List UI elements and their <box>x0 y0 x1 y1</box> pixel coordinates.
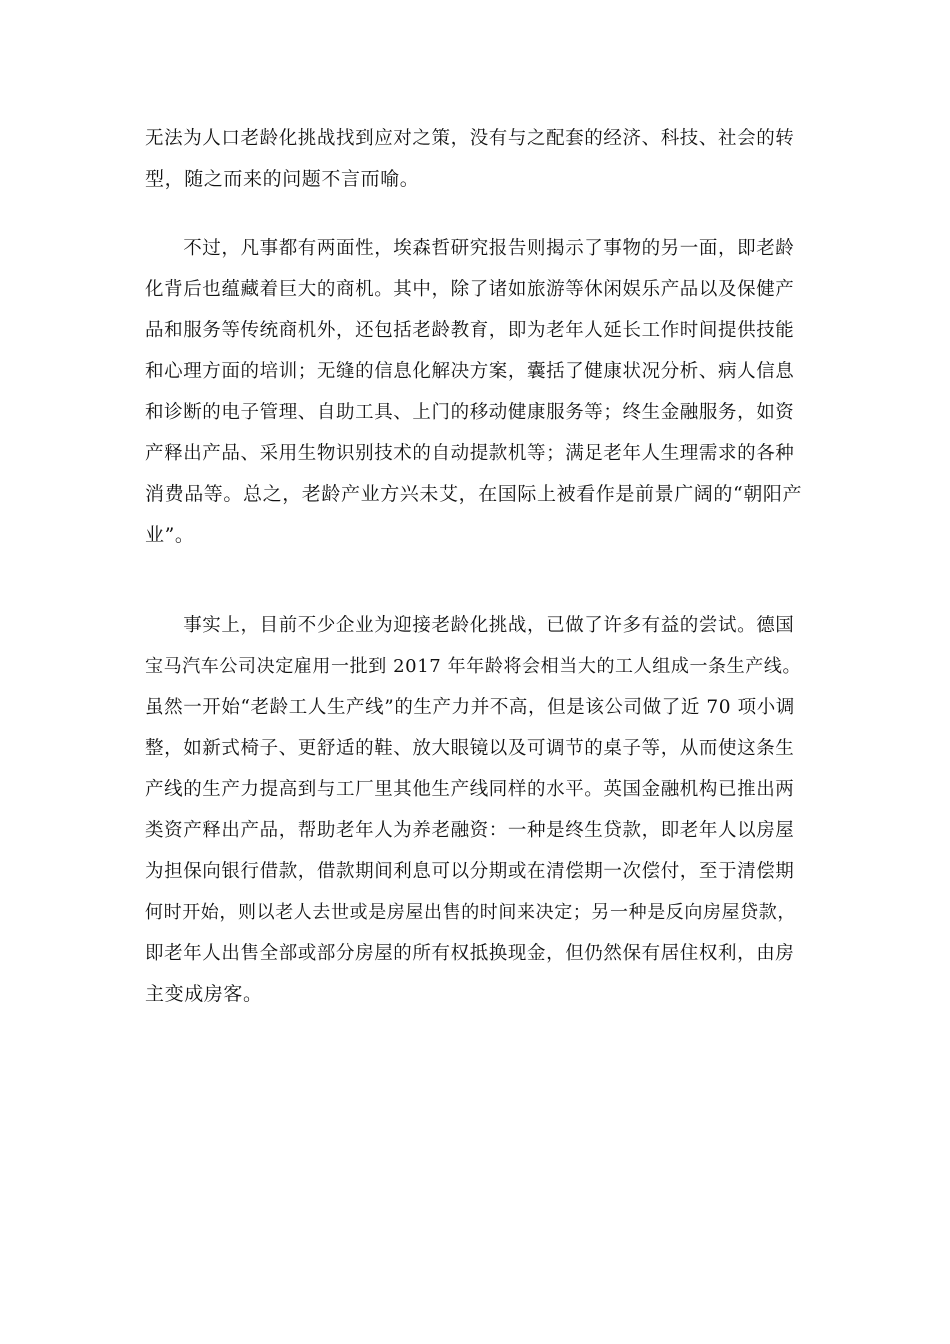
paragraph-2 <box>145 228 805 556</box>
text-line: 即老年人出售全部或部分房屋的所有权抵换现金，但仍然保有居住权利，由房 <box>145 943 795 964</box>
text-line: 虽然一开始“老龄工人生产线”的生产力并不高，但是该公司做了近 70 项小调 <box>145 697 795 718</box>
text-line: 和心理方面的培训；无缝的信息化解决方案，囊括了健康状况分析、病人信息 <box>145 361 795 382</box>
text-line: 事实上，目前不少企业为迎接老龄化挑战，已做了许多有益的尝试。德国 <box>145 615 795 636</box>
text-line: 何时开始，则以老人去世或是房屋出售的时间来决定；另一种是反向房屋贷款， <box>145 902 796 923</box>
text-line: 整，如新式椅子、更舒适的鞋、放大眼镜以及可调节的桌子等，从而使这条生 <box>145 738 795 759</box>
text-line: 型，随之而来的问题不言而喻。 <box>145 168 420 190</box>
text-line: 品和服务等传统商机外，还包括老龄教育，即为老年人延长工作时间提供技能 <box>145 320 795 341</box>
text-line: 产线的生产力提高到与工厂里其他生产线同样的水平。英国金融机构已推出两 <box>145 779 795 800</box>
text-line: 和诊断的电子管理、自助工具、上门的移动健康服务等；终生金融服务，如资 <box>145 402 795 423</box>
text-line: 业”。 <box>145 524 195 546</box>
text-line: 消费品等。总之，老龄产业方兴未艾，在国际上被看作是前景广阔的“朝阳产 <box>145 483 803 505</box>
text-line: 无法为人口老龄化挑战找到应对之策，没有与之配套的经济、科技、社会的转 <box>145 128 795 149</box>
text-line: 不过，凡事都有两面性，埃森哲研究报告则揭示了事物的另一面，即老龄 <box>145 238 795 259</box>
text-line: 化背后也蕴藏着巨大的商机。其中，除了诸如旅游等休闲娱乐产品以及保健产 <box>145 279 795 300</box>
text-line: 主变成房客。 <box>145 983 263 1005</box>
paragraph-1 <box>145 118 805 200</box>
text-line: 产释出产品、采用生物识别技术的自动提款机等；满足老年人生理需求的各种 <box>145 443 795 464</box>
text-line: 为担保向银行借款，借款期间利息可以分期或在清偿期一次偿付，至于清偿期 <box>145 861 795 882</box>
text-line: 类资产释出产品，帮助老年人为养老融资：一种是终生贷款，即老年人以房屋 <box>145 820 795 841</box>
text-line: 宝马汽车公司决定雇用一批到 2017 年年龄将会相当大的工人组成一条生产线。 <box>145 656 802 677</box>
paragraph-3 <box>145 605 805 1015</box>
